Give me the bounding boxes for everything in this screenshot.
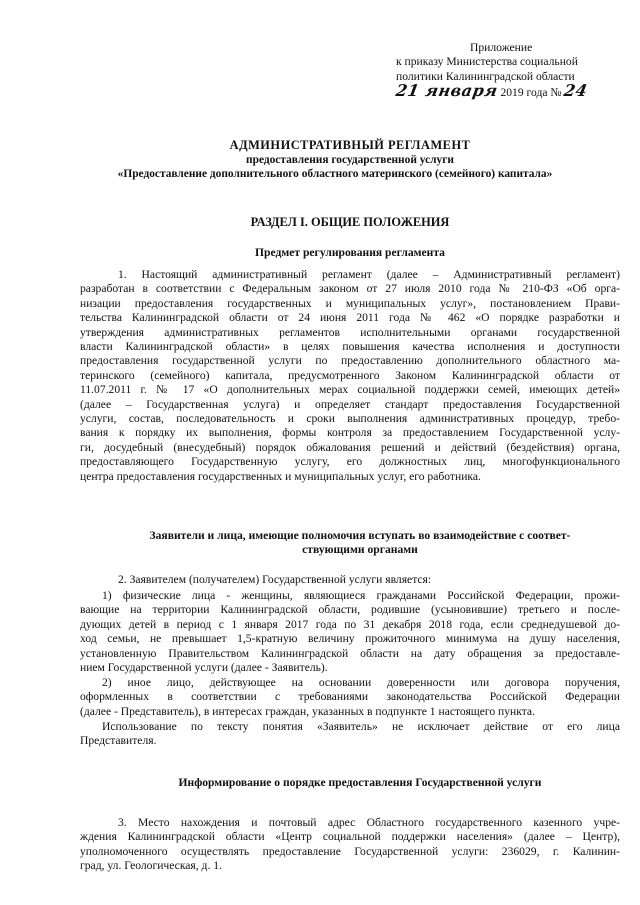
applicants-heading-line2: ствующими органами xyxy=(302,543,418,557)
text-line: 2. Заявителем (получателем) Государственной услуги является: xyxy=(118,573,432,586)
text-line: низации предоставления государственных и муниципальных услуг», постановлением Прави- xyxy=(80,296,620,310)
appendix-order-line: к приказу Министерства социальной xyxy=(396,55,578,69)
paragraph-2 xyxy=(80,573,620,587)
appendix-block xyxy=(396,41,606,101)
text-line: (далее - Представитель), в интересах граждан, указанных в подпункте 1 настоящего пункта. xyxy=(80,704,535,718)
text-line: власти Калининградской области» в целях повышения качества исполнения и доступности xyxy=(80,340,620,354)
text-line: установленную Правительством Калининградской области на дату обращения за предоставле- xyxy=(80,646,620,660)
text-line: 3. Место нахождения и почтовый адрес Областного государственного казенного учре- xyxy=(118,816,620,829)
applicants-heading-line1: Заявители и лица, имеющие полномочия вступать во взаимодействие с соответ- xyxy=(149,529,571,542)
text-line: град, ул. Геологическая, д. 1. xyxy=(80,859,222,873)
appendix-year-text: 2019 года № xyxy=(500,86,562,100)
service-name: «Предоставление дополнительного областного материнского (семейного) капитала» xyxy=(117,168,553,181)
info-heading: Информирование о порядке предоставления Государственной услуги xyxy=(178,776,542,789)
appendix-region-line: политики Калининградской области xyxy=(396,69,575,83)
paragraph-2-1 xyxy=(80,589,620,675)
handwritten-date: 21 января xyxy=(394,81,500,101)
paragraph-3 xyxy=(80,816,620,874)
section-heading: РАЗДЕЛ I. ОБЩИЕ ПОЛОЖЕНИЯ xyxy=(250,215,450,229)
appendix-title: Приложение xyxy=(470,41,533,54)
applicants-heading xyxy=(100,529,620,558)
appendix-date-line xyxy=(394,81,606,101)
text-line: 11.07.2011 г. № 17 «О дополнительных мерах социальной поддержки семей, имеющих детей» xyxy=(80,383,620,397)
text-line: оформленных в соответствии с требованиями законодательства Российской Федерации xyxy=(80,690,620,704)
text-line: ждения Калининградской области «Центр социальной поддержки населения» (далее – Центр), xyxy=(80,830,620,844)
text-line: нием Государственной услуги (далее - Заявитель). xyxy=(80,661,328,675)
text-line: теринского (семейного) капитала, предусмотренного Законом Калининградской области от xyxy=(80,368,620,382)
document-title: АДМИНИСТРАТИВНЫЙ РЕГЛАМЕНТ xyxy=(229,138,471,152)
text-line: ход семьи, не превышает 1,5-кратную величину прожиточного минимума на душу населения, xyxy=(80,632,620,646)
text-line: ги, досудебный (внесудебный) порядок обжалования решений и действий (бездействия) органа, xyxy=(80,440,620,454)
document-subtitle: предоставления государственной услуги xyxy=(246,154,454,166)
text-line: Использование по тексту понятия «Заявитель» не исключает действие от его лица xyxy=(102,720,620,733)
paragraph-2-2 xyxy=(80,676,620,719)
text-line: уполномоченного осуществлять предоставление Государственной услуги: 236029, г. Калинин- xyxy=(80,844,620,858)
text-line: предоставляющего Государственную услугу, его должностных лиц, многофункционального xyxy=(80,455,620,469)
text-line: 1) физические лица - женщины, являющиеся гражданами Российской Федерации, прожи- xyxy=(102,589,620,602)
text-line: предоставления государственной услуги по предоставлению дополнительного областного ма- xyxy=(80,354,620,368)
text-line: тельства Калининградской области от 24 июня 2011 года № 462 «О порядке разработки и xyxy=(80,311,620,325)
text-line: разработан в соответствии с Федеральным законом от 27 июля 2010 года № 210-ФЗ «Об орга- xyxy=(80,282,620,296)
text-line: услуги, состав, последовательность и сроки выполнения административных процедур, требо- xyxy=(80,412,620,426)
subject-heading: Предмет регулирования регламента xyxy=(255,246,445,259)
text-line: дующих детей в период с 1 января 2017 года по 31 декабря 2018 года, если среднедушевой до- xyxy=(80,617,620,631)
text-line: центра предоставления государственных и муниципальных услуг, его работника. xyxy=(80,469,481,483)
document-title-block xyxy=(80,138,620,182)
handwritten-number: 24 xyxy=(562,81,590,101)
text-line: утверждения административных регламентов исполнительными органами государственной xyxy=(80,325,620,339)
text-line: вания к порядку их выполнения, формы контроля за предоставлением Государственной услу- xyxy=(80,426,620,440)
text-line: вающие на территории Калининградской области, родившие (усыновившие) третьего и после- xyxy=(80,603,620,617)
text-line: Представителя. xyxy=(80,734,157,748)
text-line: (далее – Государственная услуга) и определяет стандарт предоставления Государственной xyxy=(80,397,620,411)
text-line: 2) иное лицо, действующее на основании доверенности или договора поручения, xyxy=(102,676,620,689)
paragraph-2-3 xyxy=(80,720,620,749)
text-line: 1. Настоящий административный регламент (далее – Административный регламент) xyxy=(118,268,620,281)
paragraph-1 xyxy=(80,268,620,484)
